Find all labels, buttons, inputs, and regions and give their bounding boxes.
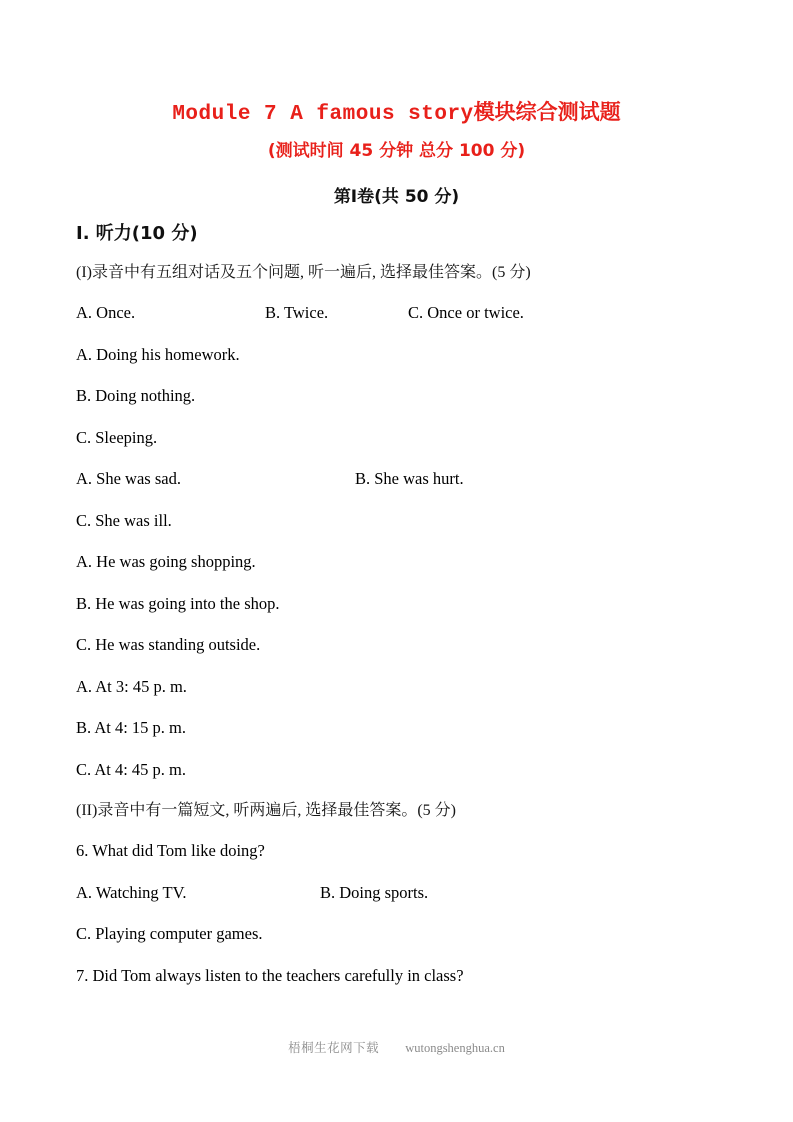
- question-2-option-c: C. Sleeping.: [76, 427, 158, 447]
- question-6-option-a: A. Watching TV.: [76, 882, 187, 902]
- question-6-stem: [76, 839, 726, 863]
- body-region: [76, 220, 726, 1005]
- document-title-chinese: 模块综合测试题: [473, 100, 621, 124]
- question-3-line-c: [76, 509, 726, 533]
- question-6-options-row: [76, 881, 726, 905]
- question-6-line-c: [76, 922, 726, 946]
- instruction-part-2: (II)录音中有一篇短文, 听两遍后, 选择最佳答案。(5 分): [76, 802, 456, 819]
- document-subtitle: (测试时间 45 分钟 总分 100 分): [267, 141, 526, 161]
- footer-watermark: [0, 1039, 793, 1057]
- question-4: [76, 550, 726, 574]
- question-4-line-b: [76, 592, 726, 616]
- part-one-heading: 第Ⅰ卷(共 50 分): [333, 187, 460, 207]
- document-title: [0, 97, 793, 130]
- question-7-stem: [76, 964, 726, 988]
- question-4-option-b: B. He was going into the shop.: [76, 593, 280, 613]
- question-3-option-c: C. She was ill.: [76, 510, 172, 530]
- question-7-stem-text: 7. Did Tom always listen to the teachers carefully in class?: [76, 965, 464, 985]
- question-5-option-c: C. At 4: 45 p. m.: [76, 759, 187, 779]
- question-3-option-a: A. She was sad.: [76, 469, 181, 488]
- question-2: [76, 343, 726, 367]
- question-1-option-a: A. Once.: [76, 303, 136, 322]
- section-heading-listening: Ⅰ. 听力(10 分): [76, 223, 198, 244]
- footer-site-name: 梧桐生花网下载: [288, 1040, 380, 1055]
- instruction-part-1: (I)录音中有五组对话及五个问题, 听一遍后, 选择最佳答案。(5 分): [76, 264, 531, 281]
- question-6-stem-text: 6. What did Tom like doing?: [76, 841, 265, 860]
- question-5-option-b: B. At 4: 15 p. m.: [76, 718, 187, 737]
- question-1: [76, 301, 726, 325]
- question-5: [76, 675, 726, 699]
- question-5-line-b: [76, 716, 726, 740]
- title-block: [0, 97, 793, 163]
- question-2-line-c: [76, 426, 726, 450]
- question-3-option-b: B. She was hurt.: [355, 469, 464, 488]
- question-4-option-c: C. He was standing outside.: [76, 635, 261, 654]
- question-4-option-a: A. He was going shopping.: [76, 552, 256, 571]
- question-6-option-c: C. Playing computer games.: [76, 924, 263, 943]
- question-1-option-c: C. Once or twice.: [408, 303, 524, 322]
- question-5-option-a: A. At 3: 45 p. m.: [76, 676, 187, 696]
- question-2-line-b: [76, 384, 726, 408]
- question-6-option-b: B. Doing sports.: [320, 882, 429, 902]
- question-5-line-c: [76, 758, 726, 782]
- question-2-option-b: B. Doing nothing.: [76, 386, 196, 405]
- question-4-line-c: [76, 633, 726, 657]
- question-2-option-a: A. Doing his homework.: [76, 344, 240, 364]
- document-title-english: Module 7 A famous story: [172, 103, 474, 126]
- question-3: [76, 467, 726, 491]
- footer-site-url: wutongshenghua.cn: [405, 1041, 505, 1055]
- question-1-option-b: B. Twice.: [265, 303, 329, 322]
